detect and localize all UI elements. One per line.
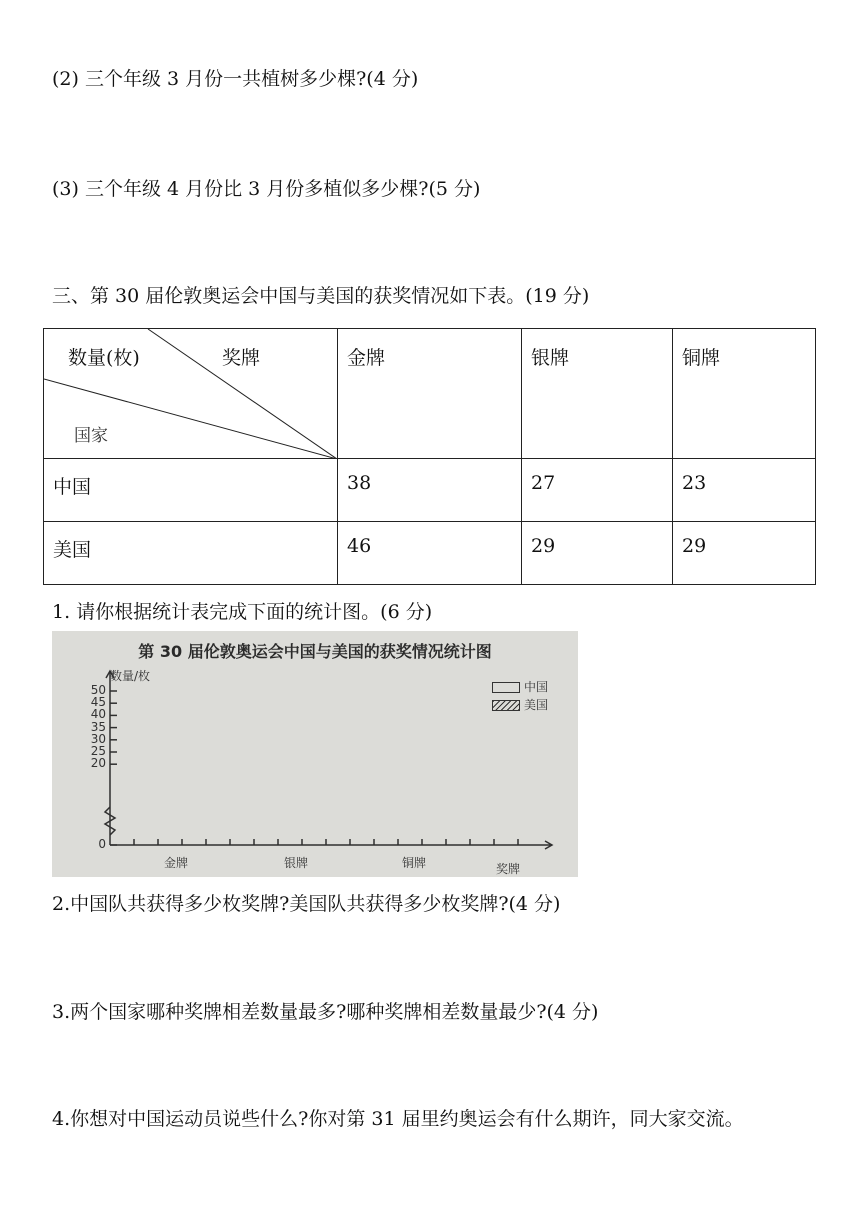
legend-usa: 美国 (492, 696, 548, 713)
y-tick-label: 35 (90, 719, 106, 734)
diagonal-corner-cell (44, 329, 338, 459)
y-tick-label: 50 (90, 683, 106, 697)
medal-table (43, 328, 816, 585)
medal-chart-photo (52, 631, 578, 877)
legend-swatch-plain-icon (492, 682, 520, 693)
x-category-label: 铜牌 (402, 856, 427, 870)
subquestion-4: 4.你想对中国运动员说些什么?你对第 31 届里约奥运会有什么期许，同大家交流。 (52, 1108, 744, 1130)
header-gold: 金牌 (338, 329, 522, 459)
y-tick-label: 45 (90, 695, 106, 710)
y-axis-label: 数量/枚 (110, 669, 151, 683)
table-row (44, 459, 816, 522)
corner-medal-label: 奖牌 (222, 347, 261, 369)
corner-quantity-label: 数量(枚) (68, 347, 140, 369)
legend-swatch-hatched-icon (492, 700, 520, 711)
x-category-label: 金牌 (164, 856, 189, 870)
header-bronze: 铜牌 (673, 329, 816, 459)
question-3: (3) 三个年级 4 月份比 3 月份多植似多少棵?(5 分) (52, 178, 481, 200)
x-category-label: 银牌 (284, 856, 309, 870)
y-tick-label: 30 (90, 731, 106, 746)
row-bronze: 23 (673, 459, 816, 522)
table-header-row (44, 329, 816, 459)
row-gold: 38 (338, 459, 522, 522)
section-3-title: 三、第 30 届伦敦奥运会中国与美国的获奖情况如下表。(19 分) (52, 285, 590, 307)
row-country: 美国 (44, 522, 338, 585)
chart-title: 第 30 届伦敦奥运会中国与美国的获奖情况统计图 (138, 642, 492, 661)
y-tick-label: 0 (98, 837, 106, 851)
row-country: 中国 (44, 459, 338, 522)
subquestion-2: 2.中国队共获得多少枚奖牌?美国队共获得多少枚奖牌?(4 分) (52, 893, 561, 915)
y-tick-label: 20 (90, 756, 106, 771)
question-2: (2) 三个年级 3 月份一共植树多少棵?(4 分) (52, 68, 419, 90)
legend-china: 中国 (492, 678, 548, 695)
y-tick-label: 25 (90, 744, 106, 758)
subquestion-1: 1. 请你根据统计表完成下面的统计图。(6 分) (52, 601, 433, 623)
x-axis-label: 奖牌 (496, 862, 521, 876)
subquestion-3: 3.两个国家哪种奖牌相差数量最多?哪种奖牌相差数量最少?(4 分) (52, 1001, 599, 1023)
table-row (44, 522, 816, 585)
y-tick-label: 40 (90, 707, 106, 722)
row-bronze: 29 (673, 522, 816, 585)
header-silver: 银牌 (522, 329, 673, 459)
corner-country-label: 国家 (74, 426, 108, 446)
row-silver: 27 (522, 459, 673, 522)
row-silver: 29 (522, 522, 673, 585)
row-gold: 46 (338, 522, 522, 585)
